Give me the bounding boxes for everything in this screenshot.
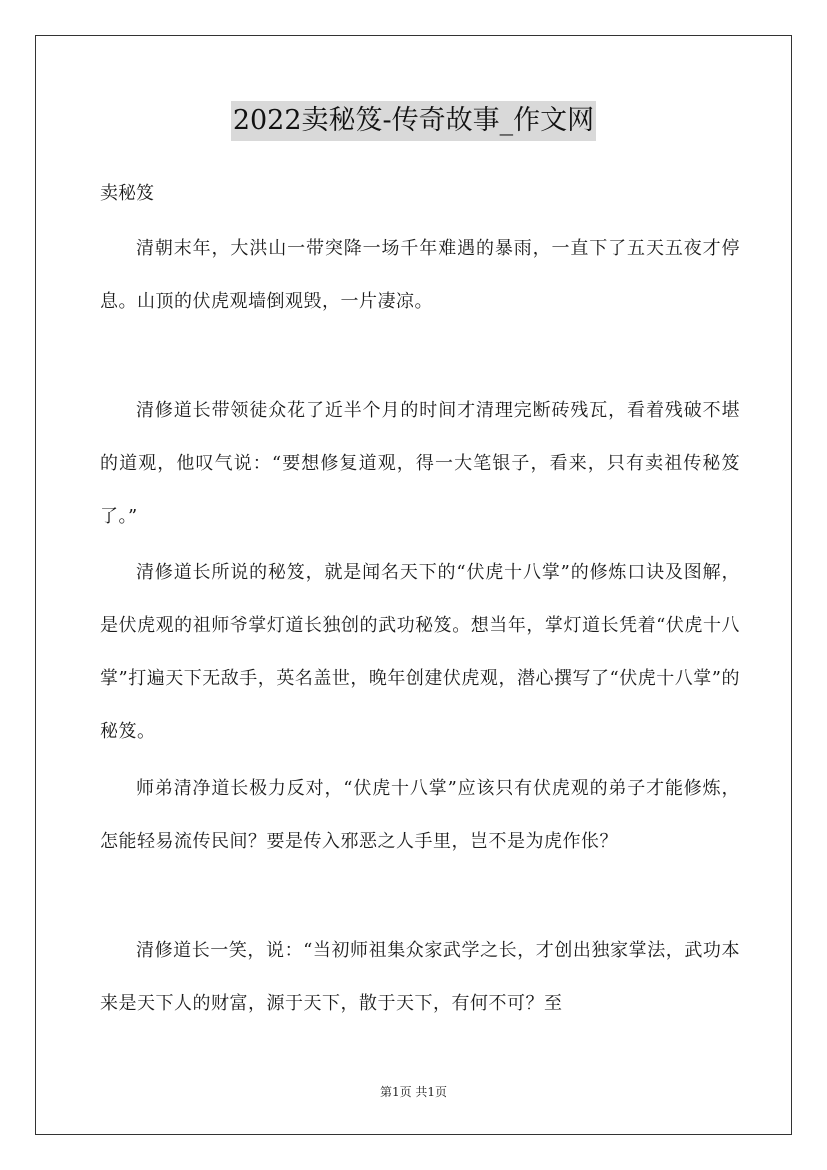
page-footer: 第1页 共1页: [379, 1085, 448, 1099]
paragraph-5: 清修道长一笑，说：“当初师祖集众家武学之长，才创出独家掌法，武功本来是天下人的财富，源于天下，散于天下，有何不可？至: [100, 940, 740, 1014]
title-container: [0, 101, 827, 141]
paragraph-4: 师弟清净道长极力反对，“伏虎十八掌”应该只有伏虎观的弟子才能修炼，怎能轻易流传民间？要是传入邪恶之人手里，岂不是为虎作伥？: [100, 778, 740, 852]
paragraph-3: 清修道长所说的秘笈，就是闻名天下的“伏虎十八掌”的修炼口诀及图解，是伏虎观的祖师爷掌灯道长独创的武功秘笈。想当年，掌灯道长凭着“伏虎十八掌”打遍天下无敌手，英名盖世，晚年创建伏虎观，潜心撰写了“伏虎十八掌”的秘笈。: [100, 562, 740, 742]
paragraph-2: 清修道长带领徒众花了近半个月的时间才清理完断砖残瓦，看着残破不堪的道观，他叹气说：“要想修复道观，得一大笔银子，看来，只有卖祖传秘笈了。”: [100, 400, 740, 527]
document-title: 2022卖秘笈-传奇故事_作文网: [231, 101, 596, 141]
document-subtitle: 卖秘笈: [100, 183, 154, 204]
paragraph-1: 清朝末年，大洪山一带突降一场千年难遇的暴雨，一直下了五天五夜才停息。山顶的伏虎观墙倒观毁，一片凄凉。: [100, 238, 740, 312]
